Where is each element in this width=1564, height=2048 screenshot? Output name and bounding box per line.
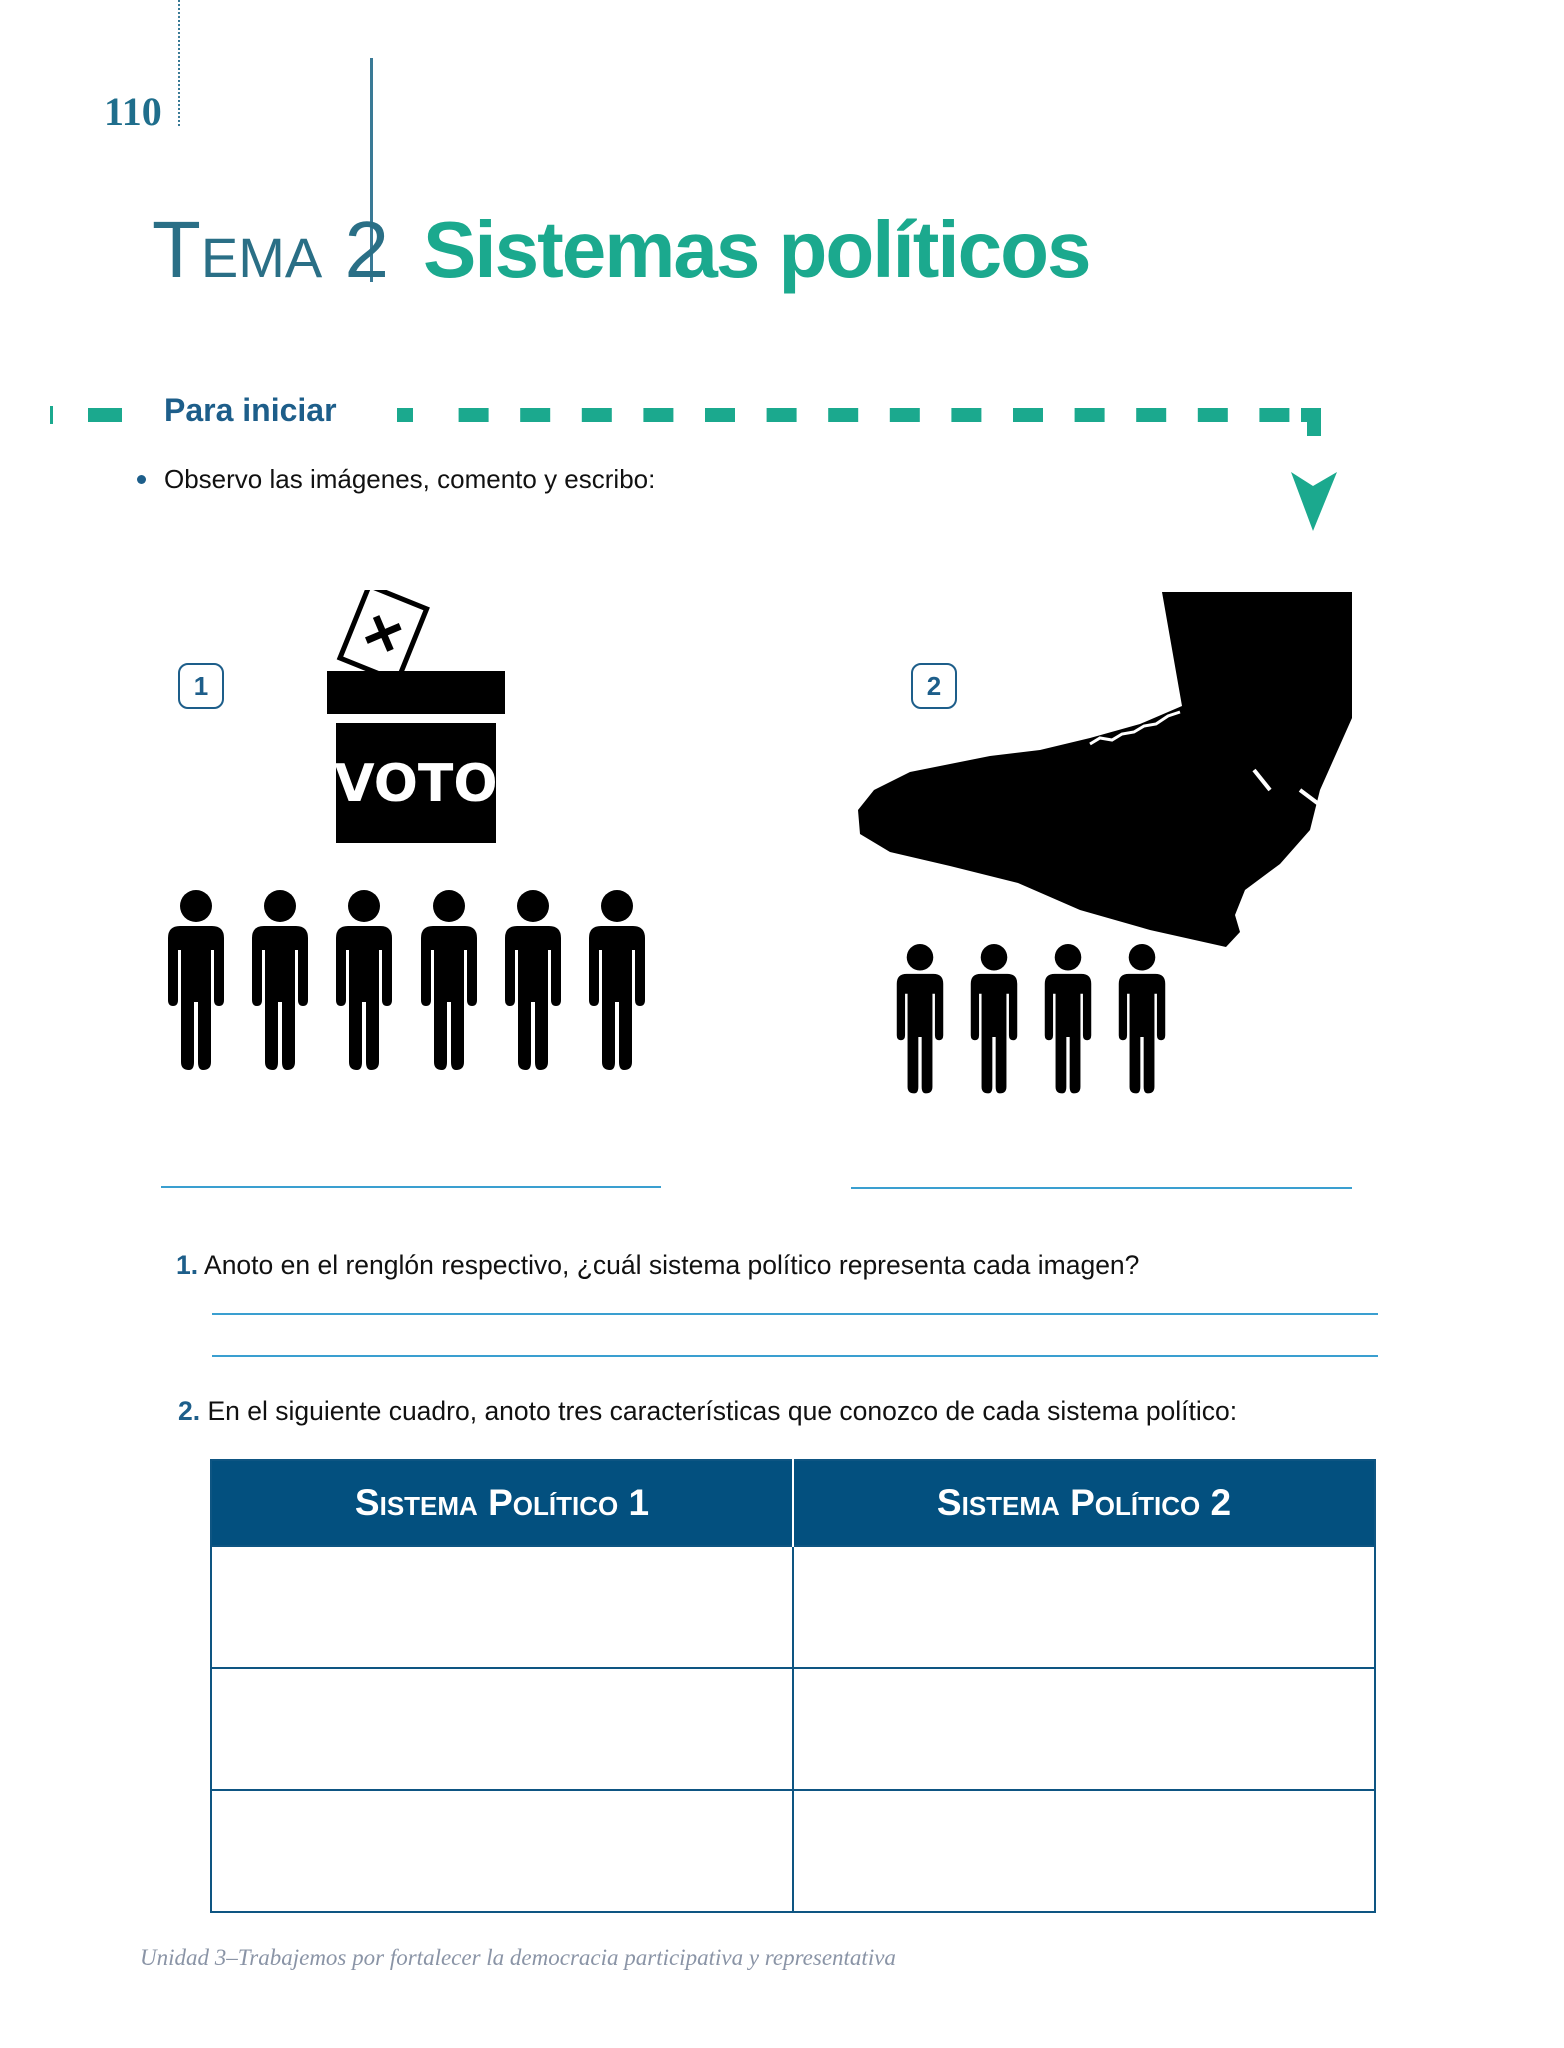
banner-dash — [767, 408, 797, 422]
instruction-text: Observo las imágenes, comento y escribo: — [164, 464, 656, 494]
question-2 — [178, 1396, 1237, 1427]
question-1-number: 1. — [176, 1250, 199, 1280]
banner-dash — [1075, 408, 1105, 422]
table-cell-r1-c2[interactable] — [793, 1546, 1375, 1668]
banner-dash — [582, 408, 612, 422]
question-2-text: En el siguiente cuadro, anoto tres características que conozco de cada sistema político: — [207, 1396, 1238, 1426]
person-icon — [897, 944, 943, 1093]
bullet-dot — [137, 475, 146, 484]
banner-tick — [50, 406, 53, 424]
table-row — [211, 1546, 1375, 1668]
banner-dash — [1013, 408, 1043, 422]
banner-dash — [643, 408, 673, 422]
table-header-row — [211, 1460, 1375, 1546]
person-icon — [589, 890, 645, 1070]
person-icon — [1045, 944, 1091, 1093]
table-row — [211, 1790, 1375, 1912]
banner-dash — [1198, 408, 1228, 422]
table-cell-r2-c2[interactable] — [793, 1668, 1375, 1790]
person-icon — [971, 944, 1017, 1093]
person-icon — [336, 890, 392, 1070]
person-icon — [168, 890, 224, 1070]
table-cell-r3-c1[interactable] — [211, 1790, 793, 1912]
characteristics-table — [210, 1459, 1376, 1913]
table-cell-r3-c2[interactable] — [793, 1790, 1375, 1912]
person-icon — [505, 890, 561, 1070]
person-icon — [421, 890, 477, 1070]
question-1 — [176, 1250, 1139, 1281]
margin-dotted-line — [178, 0, 180, 126]
page-footer: Unidad 3–Trabajemos por fortalecer la democracia participativa y representativa — [140, 1945, 896, 1970]
answer-line-q1-b[interactable] — [212, 1355, 1378, 1357]
person-icon — [1119, 944, 1165, 1093]
table-cell-r2-c1[interactable] — [211, 1668, 793, 1790]
image-number-badge-1: 1 — [178, 663, 224, 709]
people-group-1-icon — [158, 880, 678, 1080]
tema-label-text: Tema 2 — [152, 205, 389, 294]
table-cell-r1-c1[interactable] — [211, 1546, 793, 1668]
answer-line-image-2[interactable] — [851, 1187, 1352, 1189]
question-1-text: Anoto en el renglón respectivo, ¿cuál sistema político representa cada imagen? — [204, 1250, 1140, 1280]
ballot-box-label: VOTO — [334, 754, 498, 814]
answer-line-q1-a[interactable] — [212, 1313, 1378, 1315]
banner-dash — [705, 408, 735, 422]
banner-dash — [828, 408, 858, 422]
boot-icon — [850, 590, 1360, 970]
image-number-badge-2: 2 — [911, 663, 957, 709]
people-group-2-icon — [883, 936, 1183, 1096]
banner-dash — [459, 408, 489, 422]
page-title: Sistemas políticos — [423, 205, 1090, 294]
tema-label — [152, 205, 389, 294]
column-header-system-1: Sistema Político 1 — [211, 1460, 793, 1546]
banner-dash — [890, 408, 920, 422]
banner-dash — [1136, 408, 1166, 422]
banner-dashes — [397, 408, 1289, 422]
banner-dash — [520, 408, 550, 422]
section-label: Para iniciar — [164, 392, 337, 428]
page-number: 110 — [104, 89, 162, 134]
question-2-number: 2. — [178, 1396, 201, 1426]
column-header-system-2: Sistema Político 2 — [793, 1460, 1375, 1546]
ballot-box-icon — [320, 590, 520, 850]
banner-corner-down — [1307, 408, 1321, 436]
table-row — [211, 1668, 1375, 1790]
person-icon — [252, 890, 308, 1070]
banner-dash — [397, 408, 413, 422]
answer-line-image-1[interactable] — [161, 1186, 661, 1188]
banner-dash — [951, 408, 981, 422]
arrow-down-icon — [1291, 472, 1337, 531]
banner-dash — [1259, 408, 1289, 422]
banner-dash — [88, 408, 122, 422]
